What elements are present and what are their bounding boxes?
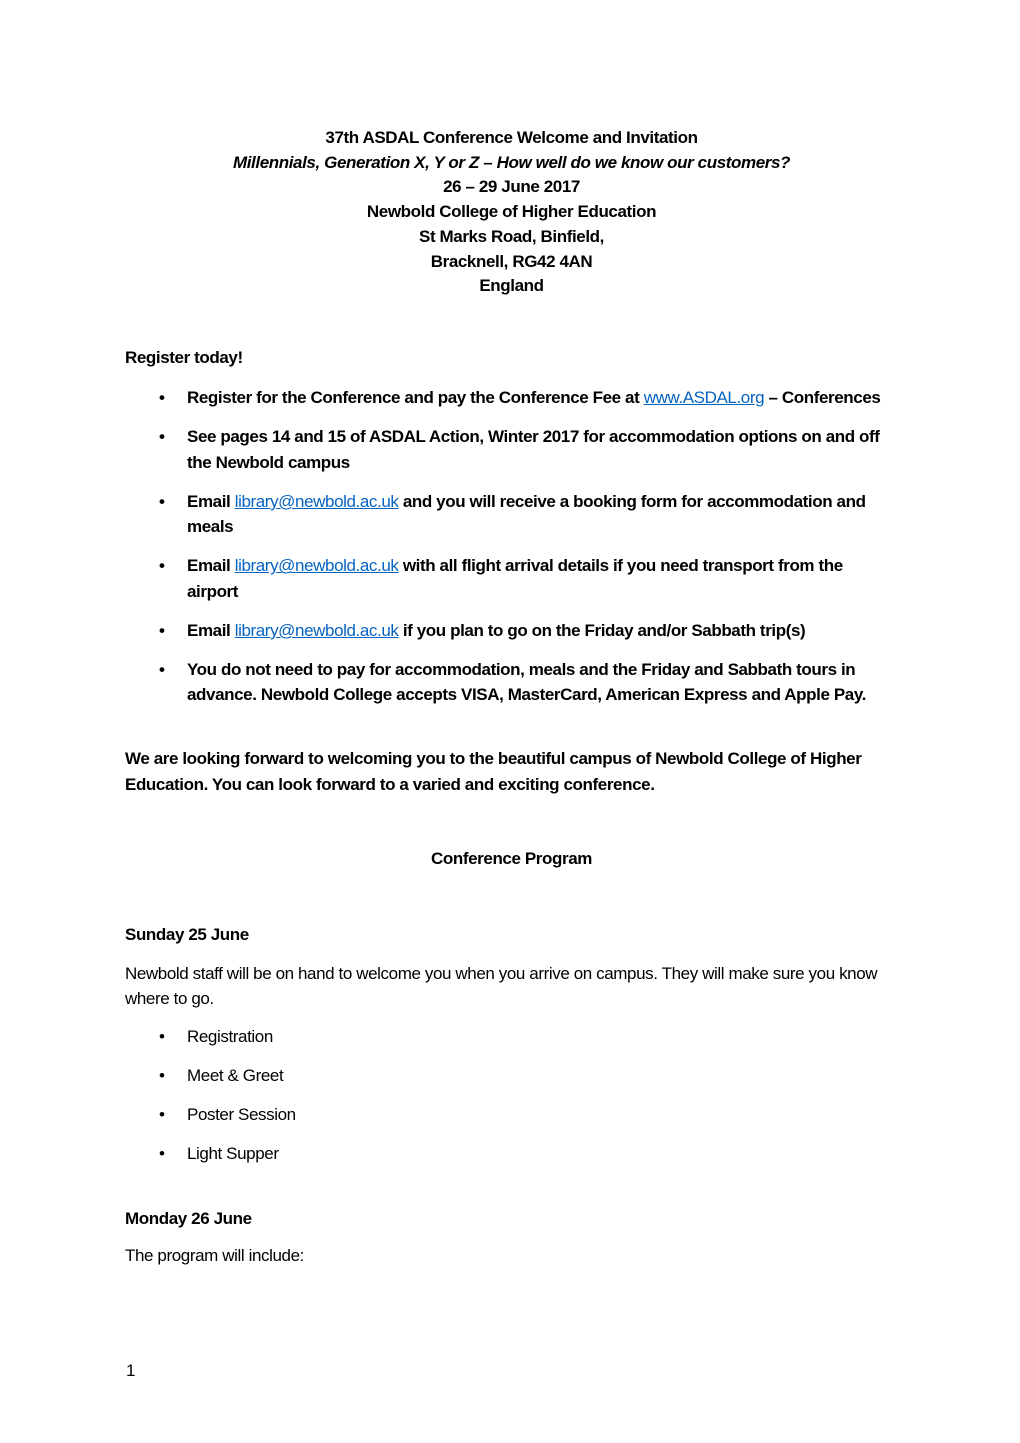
venue-address-line1: St Marks Road, Binfield,	[419, 226, 604, 246]
library-email-link[interactable]: library@newbold.ac.uk	[234, 620, 399, 640]
welcome-paragraph: We are looking forward to welcoming you to the beautiful campus of Newbold College of Higher Education. You can look forward to a varied and exciting conference.	[125, 749, 862, 794]
bullet-text-pre: Email	[187, 491, 235, 511]
register-bullet-airport-transport	[125, 553, 898, 604]
register-bullet-accommodation-options	[125, 424, 898, 475]
sunday-item-registration: • Registration	[125, 1024, 898, 1050]
sunday-item-light-supper: • Light Supper	[125, 1141, 898, 1167]
monday-intro: The program will include:	[125, 1245, 304, 1265]
conference-theme: Millennials, Generation X, Y or Z – How well do we know our customers?	[232, 152, 791, 172]
sunday-item-meet-greet: • Meet & Greet	[125, 1063, 898, 1089]
bullet-text-post: and you will receive a booking form for accommodation and meals	[187, 491, 866, 537]
conference-program-heading: Conference Program	[431, 848, 592, 868]
venue-address-line2: Bracknell, RG42 4AN	[430, 251, 593, 271]
bullet-text-post: – Conferences	[764, 388, 881, 408]
sunday-item-poster-session: • Poster Session	[125, 1102, 898, 1128]
bullet-text-pre: Email	[187, 556, 235, 576]
bullet-text-pre: Register for the Conference and pay the Conference Fee at	[187, 388, 644, 408]
bullet-text-post: with all flight arrival details if you need transport from the airport	[187, 556, 843, 601]
asdal-org-link[interactable]: www.ASDAL.org	[643, 388, 765, 408]
venue-name: Newbold College of Higher Education	[366, 202, 657, 222]
venue-country: England	[479, 276, 544, 296]
register-bullet-list	[125, 385, 898, 708]
sunday-program-list	[125, 1024, 898, 1167]
register-today-heading: Register today!	[125, 347, 243, 367]
monday-heading: Monday 26 June	[125, 1208, 252, 1228]
register-bullet-trips	[125, 618, 898, 644]
sunday-intro: Newbold staff will be on hand to welcome you when you arrive on campus. They will make sure you know where to go.	[125, 963, 878, 1009]
bullet-text: See pages 14 and 15 of ASDAL Action, Winter 2017 for accommodation options on and off the Newbold campus	[187, 427, 880, 472]
document-header	[125, 126, 898, 299]
sunday-heading: Sunday 25 June	[125, 924, 249, 944]
library-email-link[interactable]: library@newbold.ac.uk	[234, 491, 399, 511]
register-bullet-payment	[125, 657, 898, 708]
register-bullet-conference-fee	[125, 385, 898, 411]
bullet-text-post: if you plan to go on the Friday and/or Sabbath trip(s)	[398, 620, 806, 640]
bullet-text: You do not need to pay for accommodation, meals and the Friday and Sabbath tours in advance. Newbold College accepts VISA, MasterCard, American Express and Apple Pay.	[187, 659, 866, 705]
bullet-text-pre: Email	[187, 620, 235, 640]
register-bullet-booking-form	[125, 489, 898, 540]
conference-dates: 26 – 29 June 2017	[443, 177, 580, 197]
page-number: 1	[126, 1361, 136, 1380]
library-email-link[interactable]: library@newbold.ac.uk	[234, 556, 399, 576]
conference-title: 37th ASDAL Conference Welcome and Invitation	[325, 128, 698, 147]
